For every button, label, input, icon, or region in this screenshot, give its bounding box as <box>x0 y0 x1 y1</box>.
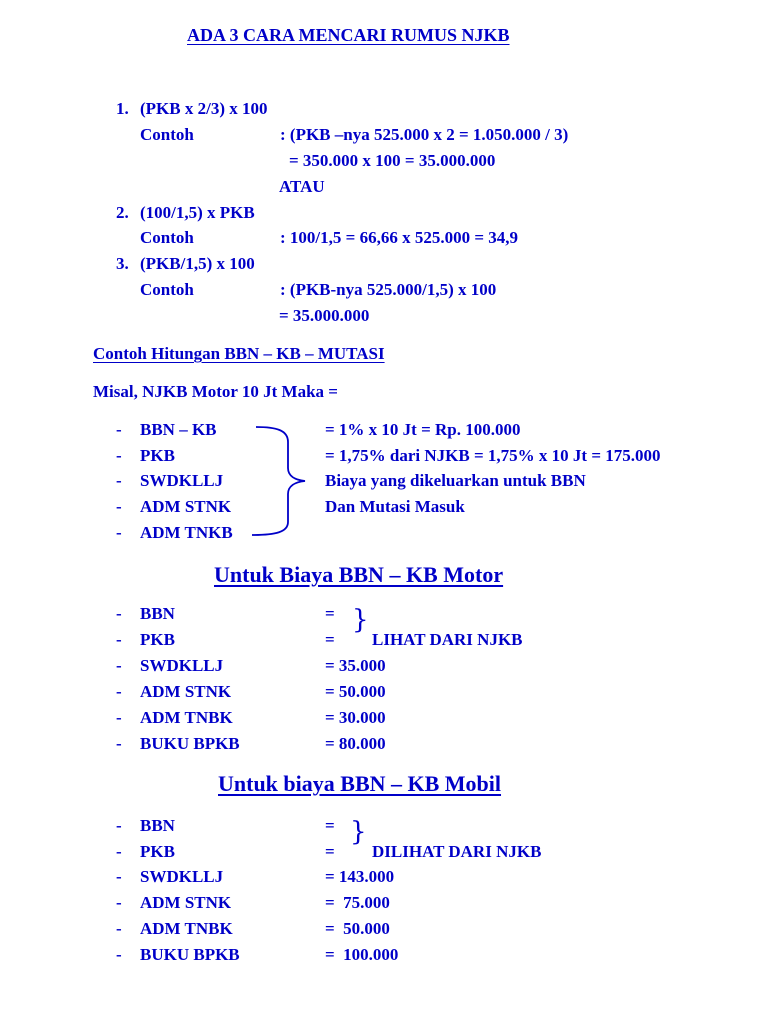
list-item-label: SWDKLLJ <box>140 867 224 886</box>
list-item-value: = <box>325 842 335 861</box>
brace-icon: } <box>350 817 367 847</box>
formula-1-example-line: = 350.000 x 100 = 35.000.000 <box>289 151 496 170</box>
list-item-value: Dan Mutasi Masuk <box>325 497 465 516</box>
formula-2: (100/1,5) x PKB <box>140 203 255 222</box>
list-item-value: = 30.000 <box>325 708 386 727</box>
bullet: - <box>116 523 122 542</box>
bullet: - <box>116 497 122 516</box>
bullet: - <box>116 656 122 675</box>
list-item-label: BUKU BPKB <box>140 945 240 964</box>
bullet: - <box>116 471 122 490</box>
list-item-value: = 143.000 <box>325 867 395 886</box>
list-item-value: = 75.000 <box>325 893 390 912</box>
formula-3-number: 3. <box>116 254 129 273</box>
list-item-label: ADM TNBK <box>140 708 233 727</box>
bullet: - <box>116 604 122 623</box>
bullet: - <box>116 945 122 964</box>
list-item-label: ADM STNK <box>140 893 232 912</box>
formula-3: (PKB/1,5) x 100 <box>140 254 255 273</box>
list-item-label: PKB <box>140 630 175 649</box>
formula-1-example-line: : (PKB –nya 525.000 x 2 = 1.050.000 / 3) <box>280 125 569 144</box>
formula-3-example-line: : (PKB-nya 525.000/1,5) x 100 <box>280 280 497 299</box>
bullet: - <box>116 816 122 835</box>
list-item-label: BBN – KB <box>140 420 217 439</box>
list-item-label: BBN <box>140 816 175 835</box>
list-item-label: SWDKLLJ <box>140 471 224 490</box>
section-heading-motor: Untuk Biaya BBN – KB Motor <box>214 562 504 587</box>
list-item-label: ADM STNK <box>140 682 232 701</box>
formula-2-example-line: : 100/1,5 = 66,66 x 525.000 = 34,9 <box>280 228 519 247</box>
section-heading-mobil: Untuk biaya BBN – KB Mobil <box>218 771 502 796</box>
mutasi-intro: Misal, NJKB Motor 10 Jt Maka = <box>93 382 338 401</box>
list-item-value: = 80.000 <box>325 734 386 753</box>
bullet: - <box>116 734 122 753</box>
bracket-note: DILIHAT DARI NJKB <box>372 842 542 861</box>
bullet: - <box>116 446 122 465</box>
bullet: - <box>116 842 122 861</box>
list-item-value: = 100.000 <box>325 945 399 964</box>
list-item-value: = 1% x 10 Jt = Rp. 100.000 <box>325 420 521 439</box>
formula-2-number: 2. <box>116 203 129 222</box>
list-item-label: ADM STNK <box>140 497 232 516</box>
list-item-value: = <box>325 630 335 649</box>
bullet: - <box>116 630 122 649</box>
section-heading-mutasi: Contoh Hitungan BBN – KB – MUTASI <box>93 344 385 363</box>
list-item-label: PKB <box>140 446 175 465</box>
bullet: - <box>116 420 122 439</box>
list-item-value: = <box>325 604 335 623</box>
bullet: - <box>116 682 122 701</box>
bracket-note: LIHAT DARI NJKB <box>372 630 523 649</box>
formula-3-example-line: = 35.000.000 <box>279 306 370 325</box>
formula-2-example-label: Contoh <box>140 228 194 247</box>
formula-1-example-line: ATAU <box>279 177 325 196</box>
formula-1: (PKB x 2/3) x 100 <box>140 99 268 118</box>
list-item-label: PKB <box>140 842 175 861</box>
bullet: - <box>116 708 122 727</box>
bullet: - <box>116 919 122 938</box>
list-item-label: SWDKLLJ <box>140 656 224 675</box>
bullet: - <box>116 867 122 886</box>
list-item-value: = 50.000 <box>325 919 390 938</box>
list-item-label: ADM TNBK <box>140 919 233 938</box>
list-item-label: BBN <box>140 604 175 623</box>
formula-1-number: 1. <box>116 99 129 118</box>
list-item-value: = 1,75% dari NJKB = 1,75% x 10 Jt = 175.000 <box>325 446 661 465</box>
formula-1-example-label: Contoh <box>140 125 194 144</box>
page-title: ADA 3 CARA MENCARI RUMUS NJKB <box>187 25 510 45</box>
list-item-label: ADM TNKB <box>140 523 233 542</box>
list-item-value: Biaya yang dikeluarkan untuk BBN <box>325 471 586 490</box>
bullet: - <box>116 893 122 912</box>
list-item-value: = <box>325 816 335 835</box>
list-item-value: = 50.000 <box>325 682 386 701</box>
brace-icon: } <box>352 605 369 635</box>
list-item-value: = 35.000 <box>325 656 386 675</box>
formula-3-example-label: Contoh <box>140 280 194 299</box>
list-item-label: BUKU BPKB <box>140 734 240 753</box>
